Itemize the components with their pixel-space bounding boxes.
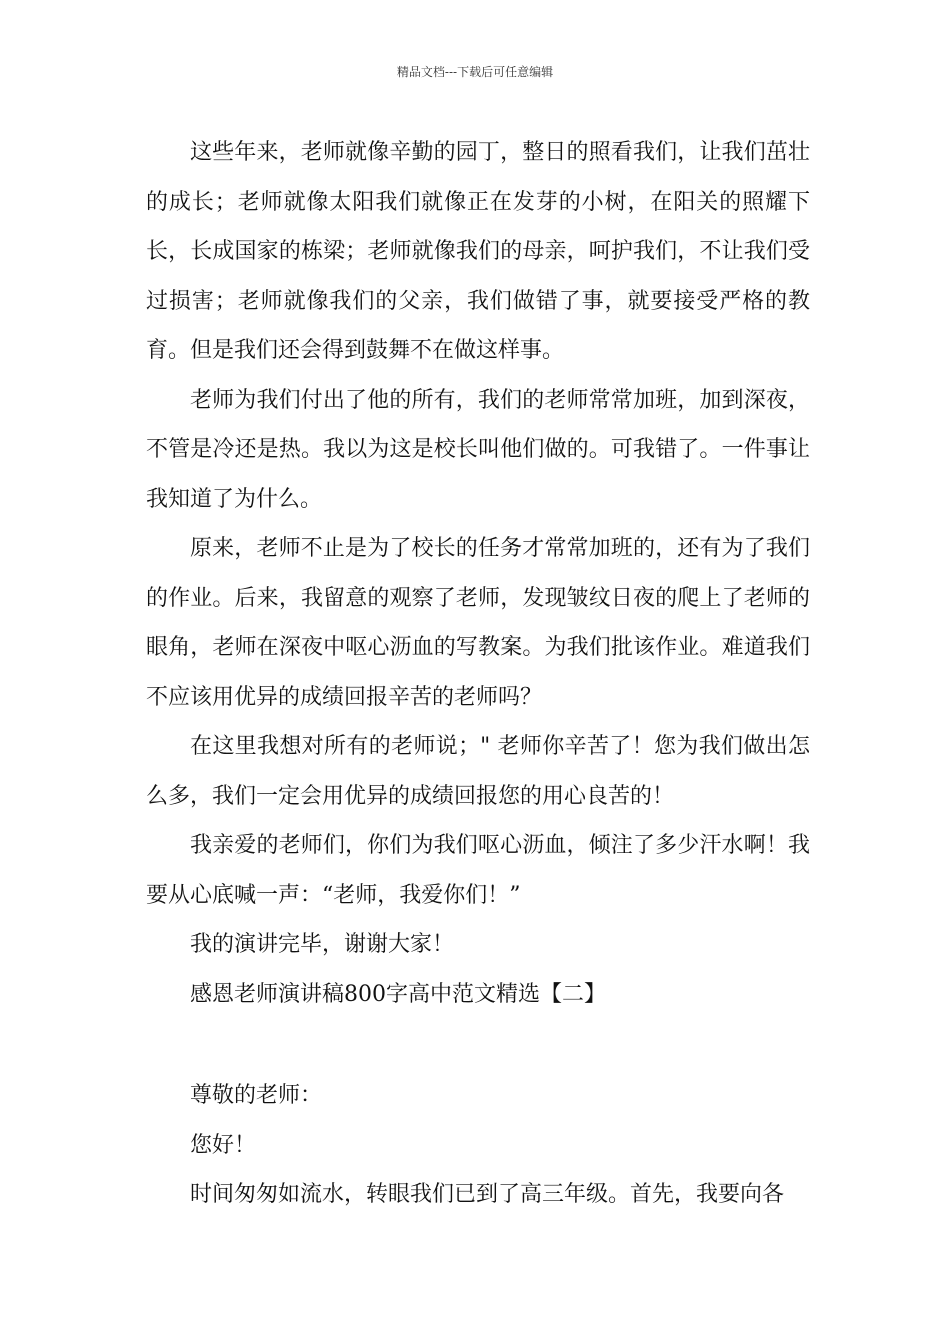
greeting: 您好！ <box>190 1132 257 1158</box>
paragraph-1: 这些年来，老师就像辛勤的园丁，整日的照看我们，让我们茁壮的成长；老师就像太阳我们就像正在发芽的小树，在阳关的照耀下长，长成国家的栋梁；老师就像我们的母亲，呵护我们，不让我们受过损害；老师就像我们的父亲，我们做错了事，就要接受严格的教育。但是我们还会得到鼓舞不在做这样事。 <box>146 140 810 363</box>
paragraph-3: 原来，老师不止是为了校长的任务才常常加班的，还有为了我们的作业。后来，我留意的观察了老师，发现皱纹日夜的爬上了老师的眼角，老师在深夜中呕心沥血的写教案。为我们批该作业。难道我们不应该用优异的成绩回报辛苦的老师吗？ <box>146 536 810 710</box>
section-title: 感恩老师演讲稿800字高中范文精选【二】 <box>190 981 606 1007</box>
paragraph-2: 老师为我们付出了他的所有，我们的老师常常加班，加到深夜，不管是冷还是热。我以为这是校长叫他们做的。可我错了。一件事让我知道了为什么。 <box>146 387 810 512</box>
section-gap <box>146 1019 810 1071</box>
salutation: 尊敬的老师： <box>190 1083 323 1108</box>
paragraph-7: 时间匆匆如流水，转眼我们已到了高三年级。首先，我要向各 <box>190 1182 785 1207</box>
paragraph-5: 我亲爱的老师们，你们为我们呕心沥血，倾注了多少汗水啊！我要从心底喊一声：“老师，我爱你们！” <box>146 833 810 908</box>
paragraph-4: 在这里我想对所有的老师说；" 老师你辛苦了！您为我们做出怎么多，我们一定会用优异的成绩回报您的用心良苦的！ <box>146 734 810 809</box>
document-body <box>146 128 810 1220</box>
page-header: 精品文档---下载后可任意编辑 <box>396 65 554 79</box>
paragraph-6: 我的演讲完毕，谢谢大家！ <box>190 932 455 957</box>
